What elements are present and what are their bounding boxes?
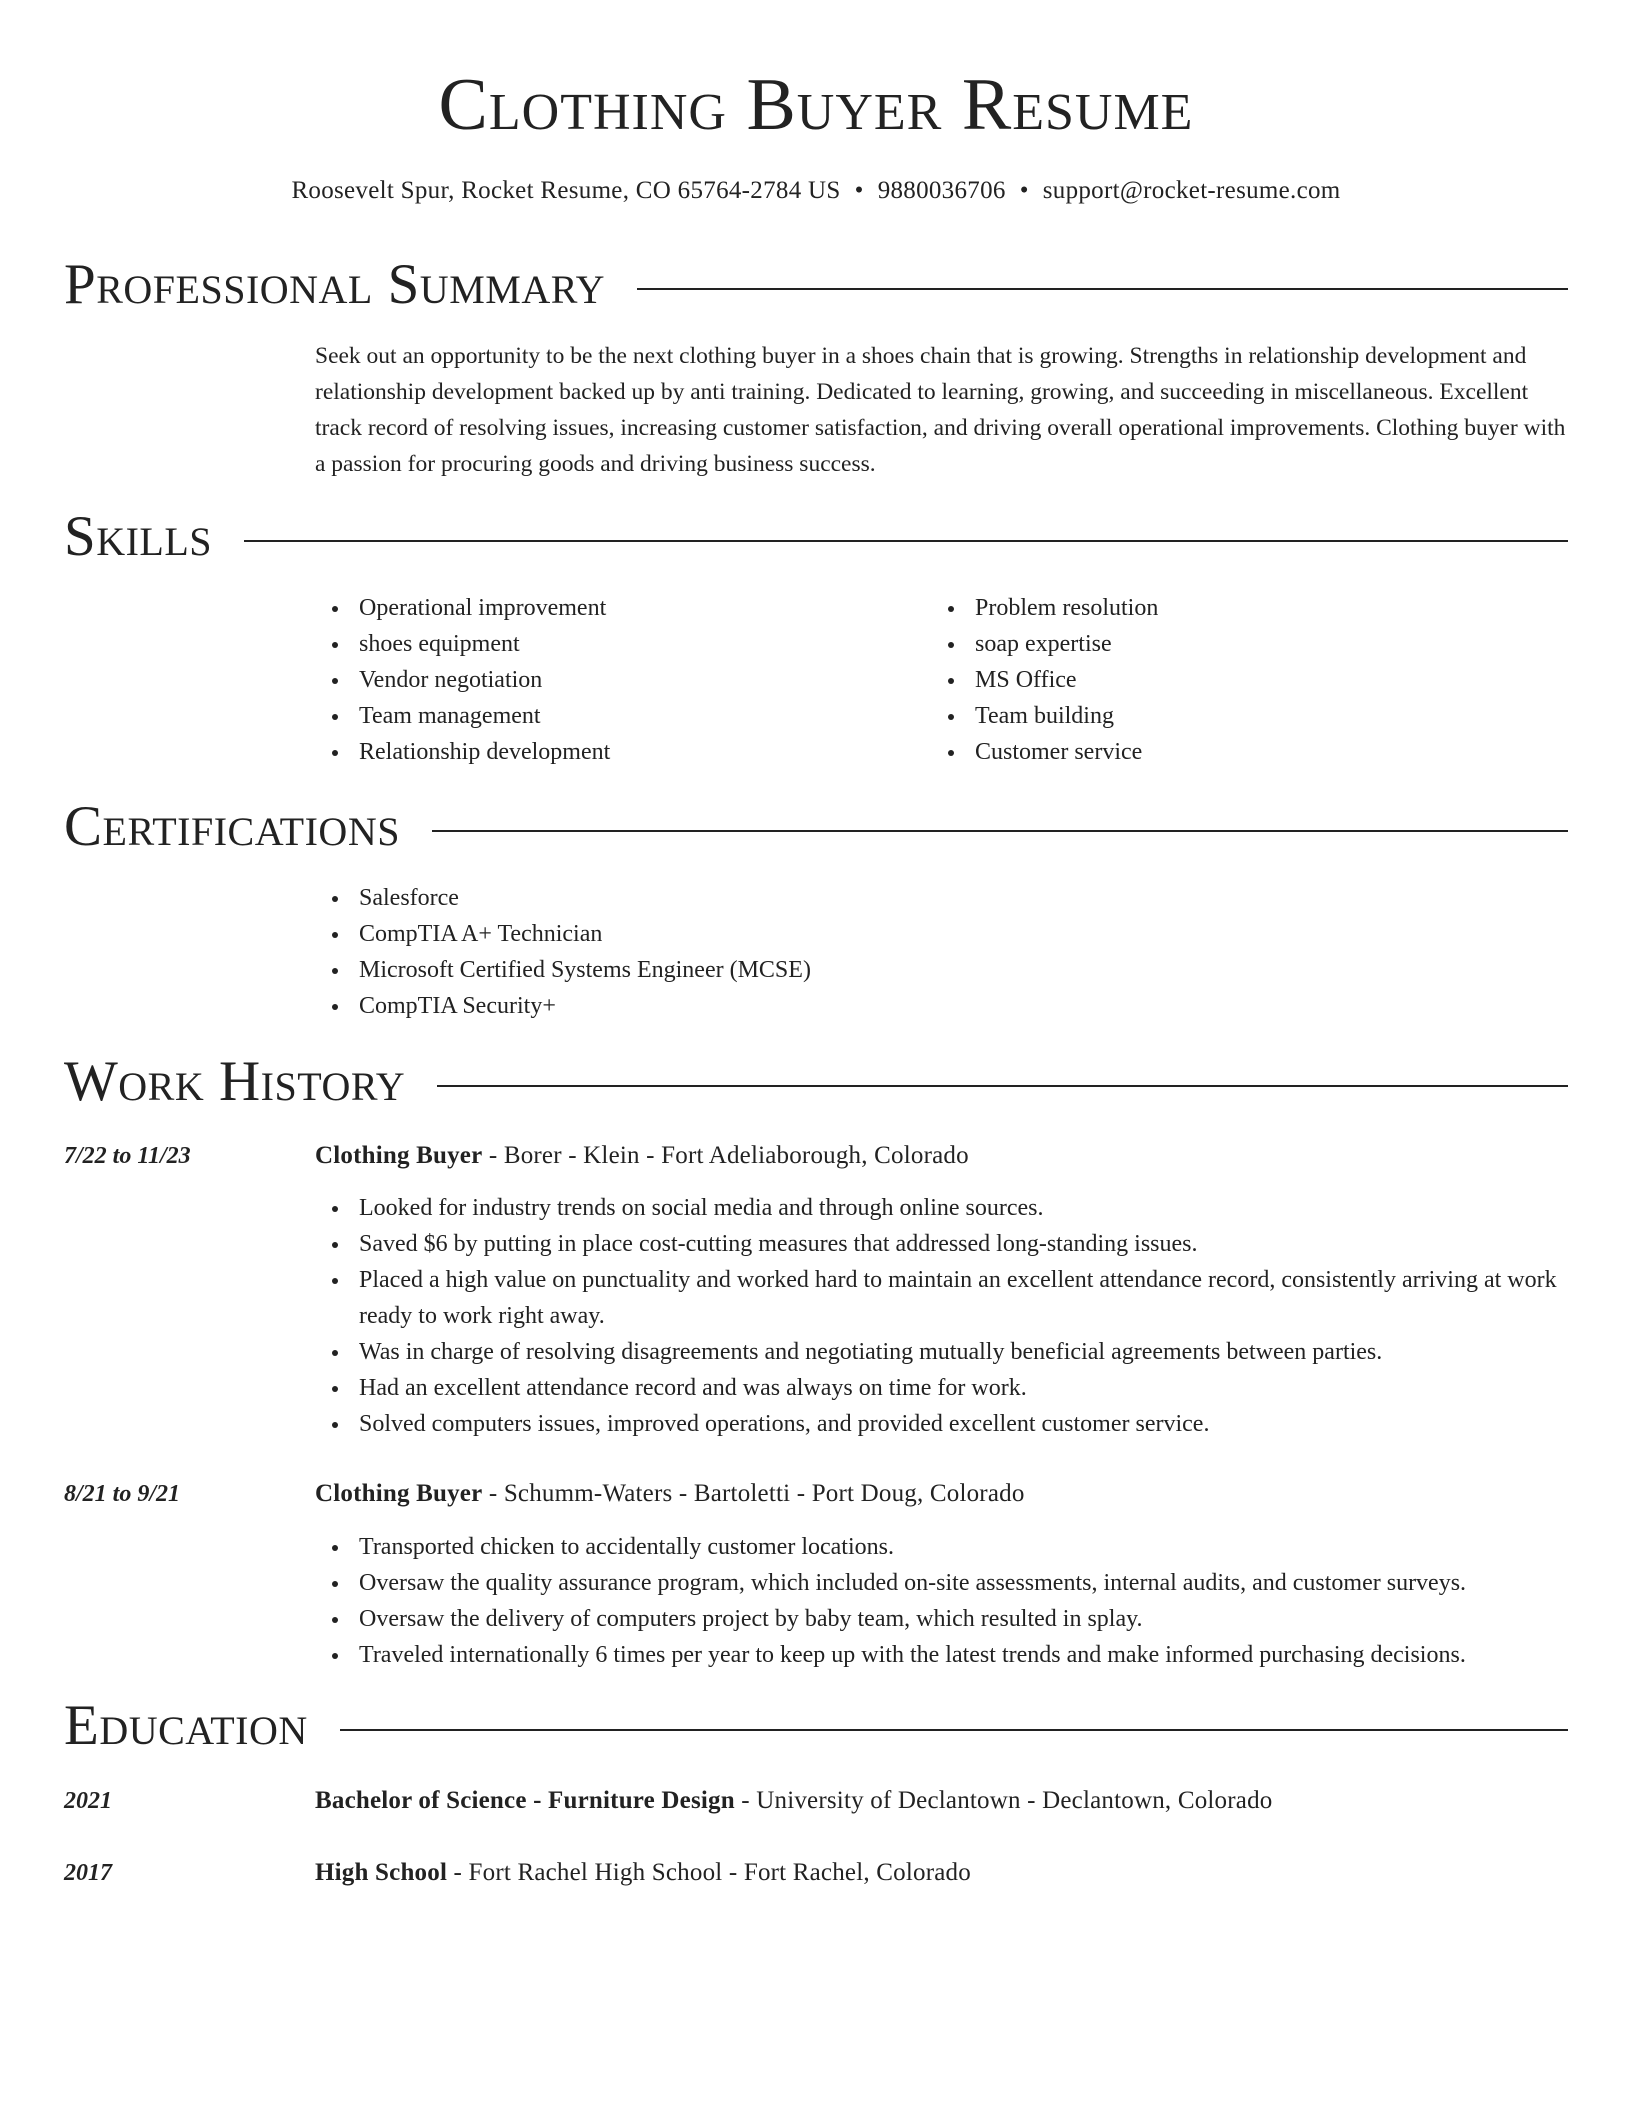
- skill-item: Operational improvement: [315, 590, 610, 626]
- skill-item: shoes equipment: [315, 626, 610, 662]
- resume-title: Clothing Buyer Resume: [438, 64, 1194, 146]
- contact-separator: •: [854, 177, 864, 204]
- education-entry: [315, 1855, 1568, 1891]
- section-divider: [437, 1085, 1568, 1087]
- job-title: Clothing Buyer: [315, 1142, 483, 1169]
- job-duty-item: Was in charge of resolving disagreements and negotiating mutually beneficial agreements between parties.: [315, 1334, 1568, 1370]
- certification-item: CompTIA Security+: [315, 988, 811, 1024]
- contact-line: [64, 174, 1568, 208]
- job-duty-item: Oversaw the quality assurance program, which included on-site assessments, internal audits, and customer surveys.: [315, 1565, 1568, 1601]
- job-employer-location: - Schumm-Waters - Bartoletti - Port Doug, Colorado: [482, 1480, 1025, 1507]
- summary-text: Seek out an opportunity to be the next clothing buyer in a shoes chain that is growing. Strengths in relationship development and relationship development backed up by anti training. Dedicated to learning, growing, and succeeding in miscellaneous. Excellent track record of resolving issues, increasing customer satisfaction, and driving overall operational improvements. Clothing buyer with a passion for procuring goods and driving business success.: [315, 343, 1566, 477]
- job-duty-item: Placed a high value on punctuality and worked hard to maintain an excellent attendance record, consistently arriving at work ready to work right away.: [315, 1262, 1568, 1334]
- job-duty-item: Had an excellent attendance record and was always on time for work.: [315, 1370, 1568, 1406]
- contact-email: support@rocket-resume.com: [1042, 177, 1341, 204]
- skill-item: soap expertise: [931, 626, 1158, 662]
- skill-item: Team building: [931, 698, 1158, 734]
- certifications-list: [315, 880, 811, 1024]
- section-divider: [340, 1729, 1568, 1731]
- section-divider: [432, 830, 1568, 832]
- job-duty-item: Oversaw the delivery of computers project by baby team, which resulted in splay.: [315, 1601, 1568, 1637]
- summary-heading: Professional Summary: [64, 253, 606, 316]
- certifications-section-header: [64, 792, 1568, 862]
- certification-item: Microsoft Certified Systems Engineer (MCSE): [315, 952, 811, 988]
- skill-item: MS Office: [931, 662, 1158, 698]
- contact-address: Roosevelt Spur, Rocket Resume, CO 65764-2784 US: [291, 177, 841, 204]
- skills-list-left: [315, 590, 610, 770]
- section-divider: [244, 540, 1568, 542]
- skills-heading: Skills: [64, 505, 213, 568]
- job-duty-item: Saved $6 by putting in place cost-cutting measures that addressed long-standing issues.: [315, 1226, 1568, 1262]
- job-duty-item: Traveled internationally 6 times per year to keep up with the latest trends and make informed purchasing decisions.: [315, 1637, 1568, 1673]
- education-section-header: [64, 1691, 1568, 1761]
- skill-item: Problem resolution: [931, 590, 1158, 626]
- job-employer-location: - Borer - Klein - Fort Adeliaborough, Colorado: [482, 1142, 969, 1169]
- job-dates: 7/22 to 11/23: [64, 1143, 191, 1169]
- skill-item: Relationship development: [315, 734, 610, 770]
- education-degree: Bachelor of Science - Furniture Design: [315, 1787, 735, 1814]
- skills-list-right: [931, 590, 1158, 770]
- job-heading: [315, 1138, 1568, 1174]
- job-duty-item: Transported chicken to accidentally customer locations.: [315, 1529, 1568, 1565]
- contact-phone: 9880036706: [877, 177, 1006, 204]
- education-heading: Education: [64, 1694, 308, 1757]
- skill-item: Customer service: [931, 734, 1158, 770]
- section-divider: [637, 288, 1568, 290]
- education-school-location: - Fort Rachel High School - Fort Rachel, Colorado: [447, 1859, 971, 1886]
- job-duty-item: Solved computers issues, improved operations, and provided excellent customer service.: [315, 1406, 1568, 1442]
- education-year: 2017: [64, 1860, 112, 1886]
- education-year: 2021: [64, 1788, 112, 1814]
- summary-section-header: [64, 250, 1568, 320]
- job-duties-list: [315, 1190, 1568, 1442]
- certifications-heading: Certifications: [64, 795, 400, 858]
- certification-item: Salesforce: [315, 880, 811, 916]
- skill-item: Team management: [315, 698, 610, 734]
- contact-separator: •: [1019, 177, 1029, 204]
- job-dates: 8/21 to 9/21: [64, 1481, 181, 1507]
- work-history-section-header: [64, 1047, 1568, 1117]
- skills-section-header: [64, 502, 1568, 572]
- education-degree: High School: [315, 1859, 448, 1886]
- education-entry: [315, 1783, 1568, 1819]
- skill-item: Vendor negotiation: [315, 662, 610, 698]
- job-duty-item: Looked for industry trends on social media and through online sources.: [315, 1190, 1568, 1226]
- job-title: Clothing Buyer: [315, 1480, 483, 1507]
- education-school-location: - University of Declantown - Declantown, Colorado: [734, 1787, 1273, 1814]
- work-history-heading: Work History: [64, 1050, 406, 1113]
- job-duties-list: [315, 1529, 1568, 1673]
- job-heading: [315, 1476, 1568, 1512]
- certification-item: CompTIA A+ Technician: [315, 916, 811, 952]
